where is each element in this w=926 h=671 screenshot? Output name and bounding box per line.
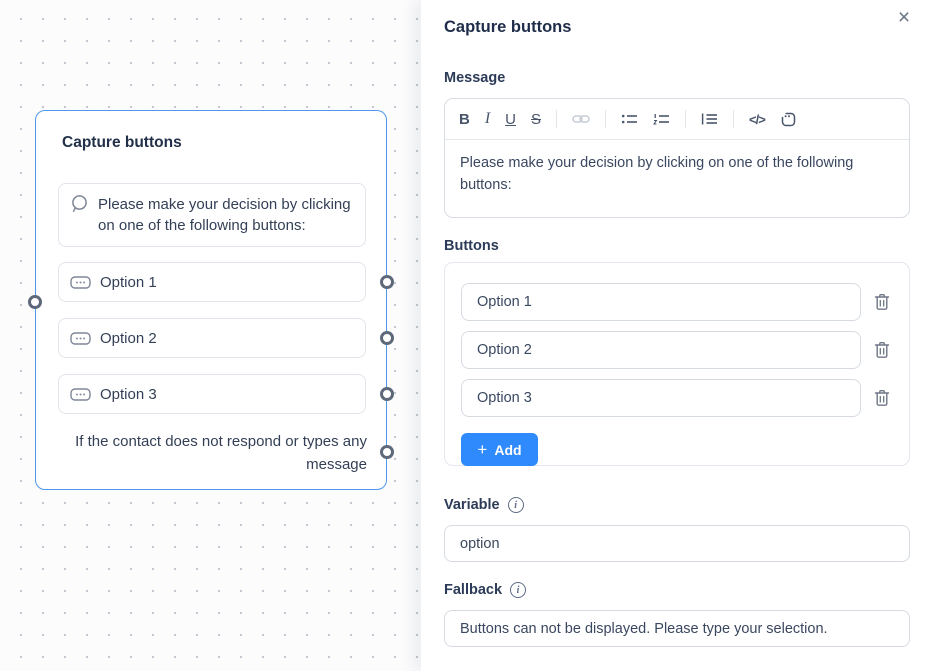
strikethrough-button[interactable]: S: [531, 110, 542, 128]
button-row-2: [461, 331, 893, 369]
fallback-label: [444, 582, 526, 598]
ordered-list-icon[interactable]: [653, 112, 670, 126]
message-editor-body[interactable]: Please make your decision by clicking on one of the following buttons:: [460, 155, 854, 193]
trash-icon[interactable]: [874, 389, 890, 407]
node-option-2[interactable]: [58, 318, 366, 358]
toolbar-divider: [685, 110, 686, 128]
panel-title: Capture buttons: [444, 18, 572, 36]
node-option-label: Option 2: [100, 329, 157, 347]
node-message-card[interactable]: [58, 183, 366, 247]
output-port-fallback[interactable]: [380, 445, 394, 459]
trash-icon[interactable]: [874, 341, 890, 359]
input-port[interactable]: [28, 295, 42, 309]
fallback-label-text: Fallback: [444, 582, 503, 598]
node-option-label: Option 1: [100, 273, 157, 291]
variable-label-text: Variable: [444, 497, 500, 513]
capture-buttons-node[interactable]: [35, 110, 387, 490]
chat-bubble-icon: [70, 194, 89, 214]
node-title: Capture buttons: [62, 134, 182, 151]
info-icon[interactable]: i: [508, 497, 524, 513]
trash-icon[interactable]: [874, 293, 890, 311]
button-pill-icon: [70, 276, 91, 289]
plus-icon: +: [477, 440, 488, 459]
node-message-text: Please make your decision by clicking on one of the following buttons:: [98, 196, 351, 234]
bullet-list-icon[interactable]: [621, 112, 638, 126]
output-port-option-1[interactable]: [380, 275, 394, 289]
toolbar-divider: [605, 110, 606, 128]
rich-text-toolbar: [445, 99, 909, 140]
toolbar-divider: [556, 110, 557, 128]
italic-button[interactable]: I: [484, 110, 491, 127]
message-editor: [444, 98, 910, 218]
variable-label: [444, 497, 524, 513]
node-settings-panel: [420, 0, 926, 671]
fallback-input[interactable]: [444, 610, 910, 647]
link-icon[interactable]: [572, 114, 590, 124]
button-text-input-3[interactable]: [461, 379, 861, 417]
node-fallback-text: If the contact does not respond or types any message: [75, 433, 367, 473]
output-port-option-2[interactable]: [380, 331, 394, 345]
buttons-group: [444, 262, 910, 466]
button-row-3: [461, 379, 893, 417]
button-pill-icon: [70, 332, 91, 345]
bold-button[interactable]: B: [459, 110, 470, 128]
add-button[interactable]: [461, 433, 538, 466]
button-text-input-1[interactable]: [461, 283, 861, 321]
underline-button[interactable]: U: [505, 110, 517, 128]
output-port-option-3[interactable]: [380, 387, 394, 401]
buttons-label: Buttons: [444, 238, 499, 254]
sticker-icon[interactable]: [780, 111, 797, 128]
code-icon[interactable]: </>: [749, 111, 765, 127]
button-pill-icon: [70, 388, 91, 401]
node-option-label: Option 3: [100, 385, 157, 403]
add-button-label: Add: [494, 441, 522, 458]
toolbar-divider: [733, 110, 734, 128]
node-option-3[interactable]: [58, 374, 366, 414]
align-list-icon[interactable]: [701, 112, 718, 126]
message-label: Message: [444, 70, 506, 86]
info-icon[interactable]: i: [510, 582, 526, 598]
variable-input[interactable]: [444, 525, 910, 562]
node-option-1[interactable]: [58, 262, 366, 302]
close-icon[interactable]: ×: [891, 5, 917, 31]
button-row-1: [461, 283, 893, 321]
flow-canvas[interactable]: [0, 0, 420, 671]
button-text-input-2[interactable]: [461, 331, 861, 369]
